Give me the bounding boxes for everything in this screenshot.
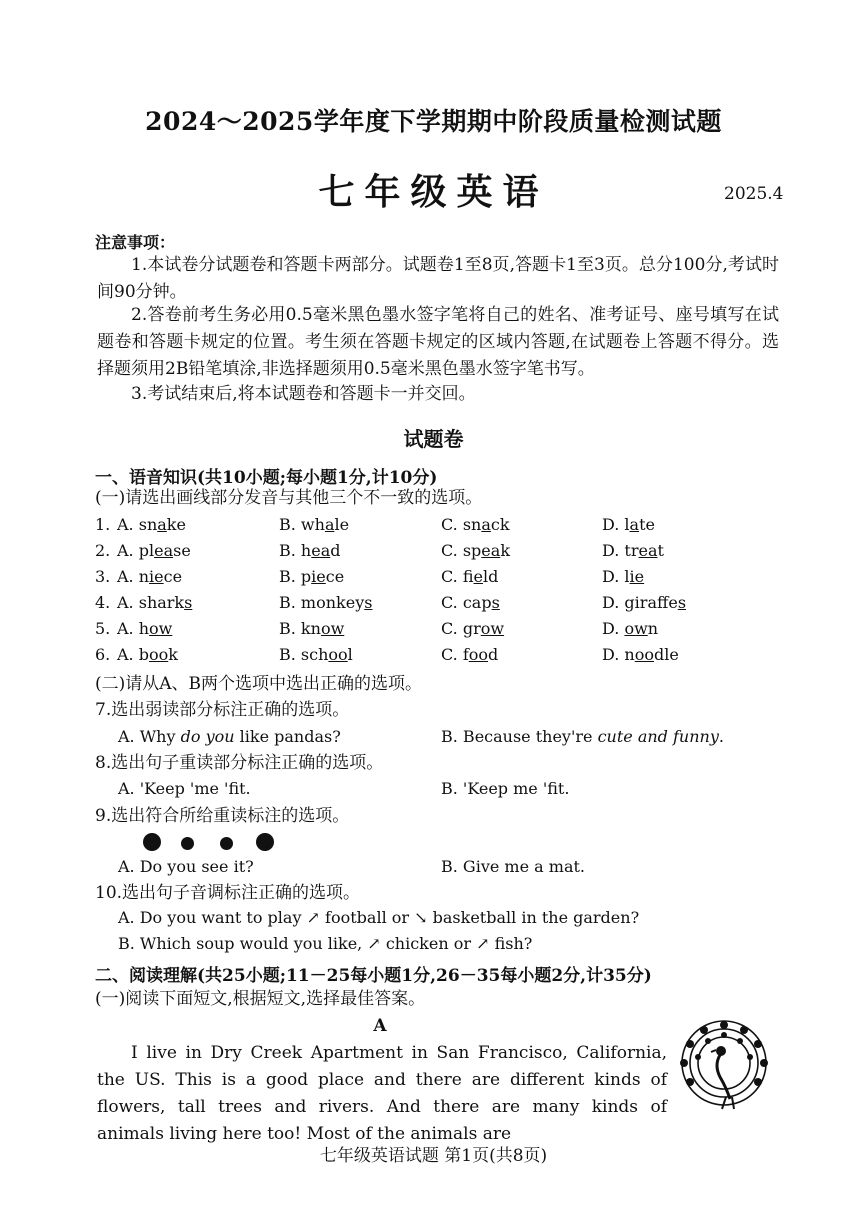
option-text: A. shark: [117, 593, 185, 612]
underlined-letters: oo: [328, 645, 348, 664]
option-text: A. pl: [117, 541, 155, 560]
option-text: C. f: [441, 645, 469, 664]
option-b: [279, 567, 344, 586]
underlined-letters: oo: [148, 645, 169, 664]
q7-stem: 7.选出弱读部分标注正确的选项。: [95, 700, 350, 720]
underlined-letters: oo: [468, 645, 489, 664]
underlined-letters: a: [324, 515, 335, 534]
option-text: se: [173, 541, 191, 560]
section2-part1-instruction: (一)阅读下面短文,根据短文,选择最佳答案。: [95, 989, 426, 1009]
notes-heading: 注意事项：: [95, 233, 176, 252]
underlined-letters: s: [364, 593, 373, 612]
section2-title: 二、阅读理解(共25小题;11－25每小题1分,26－35每小题2分,计35分): [95, 966, 652, 986]
option-text: B. h: [279, 541, 312, 560]
q7-a-text: A. Why: [118, 727, 181, 746]
paper-label: 试题卷: [403, 427, 464, 451]
option-text: B. p: [279, 567, 312, 586]
option-text: te: [639, 515, 655, 534]
q7-b-text: B. Because they're: [441, 727, 598, 746]
option-text: A. h: [117, 619, 150, 638]
q8-option-b: B. 'Keep me 'fit.: [441, 779, 570, 798]
underlined-letters: ow: [149, 619, 173, 638]
q7-b-italic: cute and funny: [597, 727, 719, 746]
option-text: B. kn: [279, 619, 321, 638]
option-b: [279, 645, 353, 664]
option-a: [117, 541, 191, 560]
passage-label: A: [373, 1016, 387, 1036]
underlined-letters: ea: [154, 541, 174, 560]
option-text: D. tr: [602, 541, 639, 560]
underlined-letters: ea: [481, 541, 501, 560]
underlined-letters: a: [157, 515, 167, 534]
q7-a-italic: do you: [180, 727, 235, 746]
q7-a-text-end: like pandas?: [234, 727, 341, 746]
option-b: [279, 593, 372, 612]
option-a: [117, 619, 172, 638]
section1-part2-instruction: (二)请从A、B两个选项中选出正确的选项。: [95, 674, 423, 694]
q9-stem: 9.选出符合所给重读标注的选项。: [95, 806, 350, 826]
underlined-letters: ea: [638, 541, 658, 560]
option-a: [117, 593, 192, 612]
option-d: [602, 515, 655, 534]
option-a: [117, 515, 186, 534]
underlined-letters: a: [481, 515, 491, 534]
q7-option-b: [441, 727, 724, 746]
note-item-2: 2.答卷前考生务必用0.5毫米黑色墨水签字笔将自己的姓名、准考证号、座号填写在试题卷和答题卡规定的位置。考生须在答题卡规定的区域内答题,在试题卷上答题不得分。选择题须用2B铅笔填涂,非选择题须用0.5毫米黑色墨水签字笔书写。: [97, 305, 779, 379]
option-text: D. giraffe: [602, 593, 678, 612]
exam-date: 2025.4: [724, 184, 784, 204]
underlined-letters: s: [677, 593, 687, 612]
option-c: [441, 515, 510, 534]
option-text: A. b: [117, 645, 149, 664]
option-text: C. sp: [441, 541, 482, 560]
underlined-letters: a: [629, 515, 640, 534]
exam-title: 2024～2025学年度下学期期中阶段质量检测试题: [145, 107, 722, 136]
option-text: k: [168, 645, 178, 664]
question-number: 5.: [95, 619, 111, 638]
underlined-letters: ea: [311, 541, 331, 560]
option-text: D. n: [602, 645, 635, 664]
q9-option-a: A. Do you see it?: [118, 857, 254, 876]
underlined-letters: ie: [149, 567, 164, 586]
option-text: B. sch: [279, 645, 329, 664]
page-footer: 七年级英语试题 第1页(共8页): [319, 1146, 548, 1166]
q7-option-a: [118, 727, 341, 746]
stress-dot-strong: [143, 833, 161, 851]
option-text: A. n: [117, 567, 150, 586]
option-text: C. gr: [441, 619, 481, 638]
stress-dot-strong: [256, 833, 274, 851]
question-number: 2.: [95, 541, 111, 560]
underlined-letters: ow: [480, 619, 505, 638]
option-d: [602, 541, 664, 560]
question-number: 6.: [95, 645, 111, 664]
question-number: 3.: [95, 567, 111, 586]
underlined-letters: ie: [473, 567, 483, 586]
option-d: [602, 567, 644, 586]
option-c: [441, 645, 498, 664]
option-c: [441, 541, 510, 560]
option-text: B. monkey: [279, 593, 365, 612]
q10-stem: 10.选出句子音调标注正确的选项。: [95, 883, 361, 903]
option-text: D. l: [602, 515, 630, 534]
underlined-letters: oo: [634, 645, 654, 664]
option-text: ld: [482, 567, 499, 586]
underlined-letters: ow: [624, 619, 648, 638]
note-item-3: 3.考试结束后,将本试题卷和答题卡一并交回。: [131, 384, 476, 404]
option-text: d: [330, 541, 341, 560]
underlined-letters: ow: [320, 619, 345, 638]
option-text: A. sn: [117, 515, 158, 534]
option-text: D.: [602, 619, 625, 638]
option-text: dle: [654, 645, 679, 664]
option-text: d: [488, 645, 499, 664]
option-a: [117, 645, 178, 664]
option-text: t: [657, 541, 664, 560]
option-b: [279, 541, 341, 560]
q10-option-b: B. Which soup would you like, ↗ chicken or ↗ fish?: [118, 934, 533, 953]
question-number: 1.: [95, 515, 111, 534]
option-b: [279, 515, 349, 534]
underlined-letters: s: [184, 593, 193, 612]
option-text: ce: [163, 567, 183, 586]
option-text: k: [500, 541, 511, 560]
option-text: ck: [490, 515, 510, 534]
underlined-letters: s: [491, 593, 500, 612]
option-d: [602, 645, 679, 664]
option-text: ce: [325, 567, 345, 586]
underlined-letters: ie: [311, 567, 326, 586]
stress-dot-weak: [181, 837, 194, 850]
q10-option-a: A. Do you want to play ↗ football or ↘ basketball in the garden?: [118, 908, 640, 927]
option-a: [117, 567, 182, 586]
note-item-1: 1.本试卷分试题卷和答题卡两部分。试题卷1至8页,答题卡1至3页。总分100分,考试时间90分钟。: [97, 255, 779, 302]
option-c: [441, 567, 498, 586]
passage-a-text: I live in Dry Creek Apartment in San Francisco, California, the US. This is a good place and there are different kinds of flowers, tall trees and rivers. And there are many kinds of animals living here too! Most of the animals are: [97, 1043, 667, 1144]
option-d: [602, 593, 686, 612]
option-text: B. wh: [279, 515, 325, 534]
q8-stem: 8.选出句子重读部分标注正确的选项。: [95, 753, 384, 773]
option-text: l: [347, 645, 353, 664]
option-text: C. sn: [441, 515, 482, 534]
option-text: le: [334, 515, 350, 534]
q9-option-b: B. Give me a mat.: [441, 857, 585, 876]
option-text: C. cap: [441, 593, 492, 612]
option-text: C. f: [441, 567, 474, 586]
option-c: [441, 619, 504, 638]
option-d: [602, 619, 658, 638]
q8-option-a: A. 'Keep 'me 'fit.: [118, 779, 251, 798]
option-text: ke: [166, 515, 186, 534]
option-c: [441, 593, 500, 612]
underlined-letters: ie: [629, 567, 645, 586]
option-text: n: [647, 619, 659, 638]
peacock-icon: [676, 1017, 772, 1113]
question-number: 4.: [95, 593, 111, 612]
option-b: [279, 619, 344, 638]
section1-title: 一、语音知识(共10小题;每小题1分,计10分): [95, 468, 438, 488]
option-text: D. l: [602, 567, 630, 586]
stress-dot-weak: [220, 837, 233, 850]
exam-subtitle: 七年级英语: [318, 171, 549, 213]
q7-b-text-end: .: [718, 727, 724, 746]
section1-part1-instruction: (一)请选出画线部分发音与其他三个不一致的选项。: [95, 488, 483, 508]
